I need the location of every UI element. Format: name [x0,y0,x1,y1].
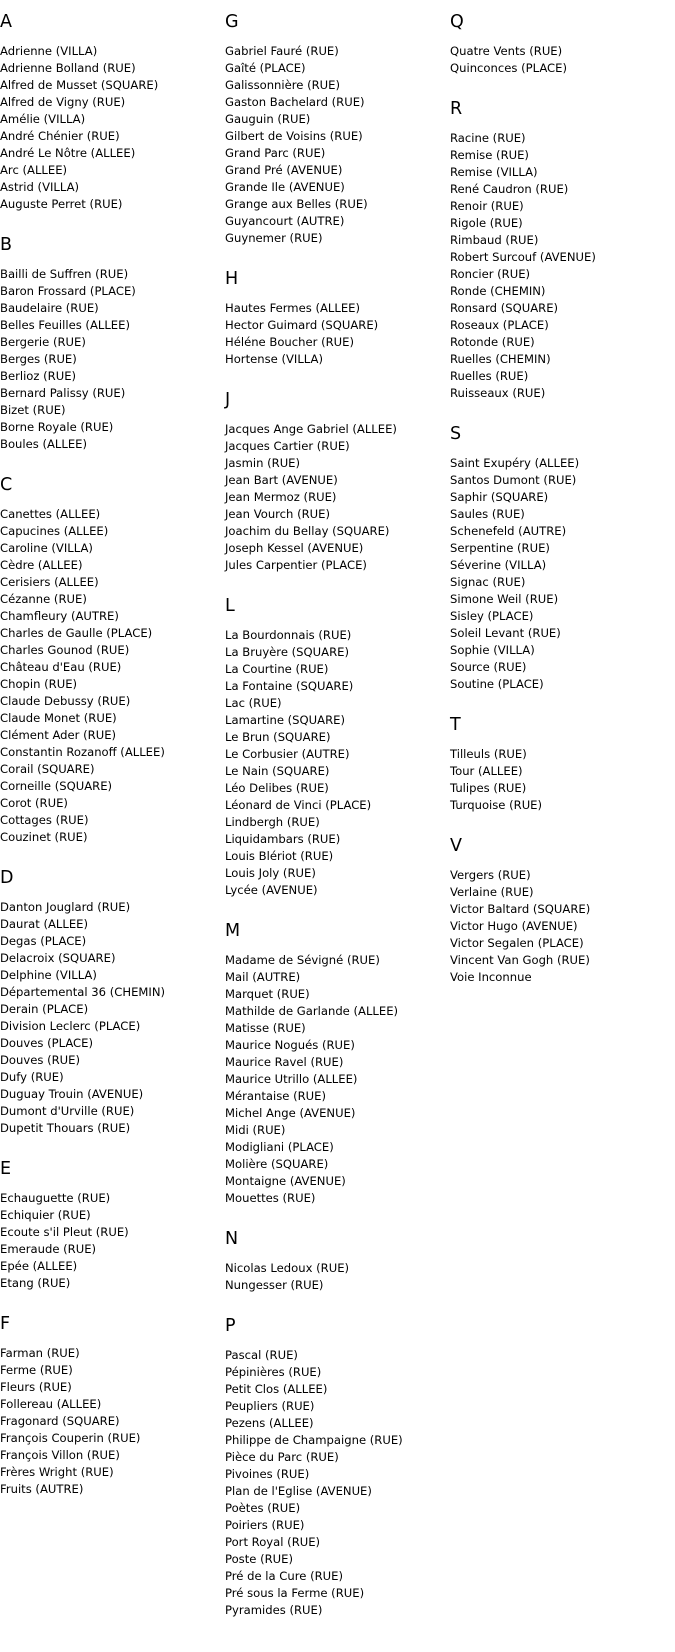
street-link[interactable]: Port Royal (RUE) [225,1535,321,1549]
street-link[interactable]: Derain (PLACE) [0,1002,89,1016]
street-link[interactable]: Constantin Rozanoff (ALLEE) [0,745,165,759]
street-link[interactable]: Départemental 36 (CHEMIN) [0,985,166,999]
section-letter-heading: T [450,715,461,735]
street-link[interactable]: Rotonde (RUE) [450,335,535,349]
street-link[interactable]: Bergerie (RUE) [0,335,86,349]
street-link[interactable]: Molière (SQUARE) [225,1157,329,1171]
section-letter-heading: R [450,99,463,119]
street-link[interactable]: Pyramides (RUE) [225,1603,323,1617]
street-link[interactable]: Emeraude (RUE) [0,1242,97,1256]
street-link[interactable]: Simone Weil (RUE) [450,592,559,606]
street-list [225,43,440,247]
street-link[interactable]: Jacques Ange Gabriel (ALLEE) [225,422,397,436]
street-link[interactable]: La Bourdonnais (RUE) [225,628,352,642]
section-letter-heading: S [450,424,462,444]
street-link[interactable]: Montaigne (AVENUE) [225,1174,346,1188]
street-link[interactable]: Delacroix (SQUARE) [0,951,116,965]
street-link[interactable]: Philippe de Champaigne (RUE) [225,1433,403,1447]
street-link[interactable]: Sophie (VILLA) [450,643,535,657]
section-letter-heading: F [0,1314,11,1334]
section-letter-heading: H [225,269,239,289]
street-link[interactable]: Pré sous la Ferme (RUE) [225,1586,365,1600]
street-link[interactable]: Nicolas Ledoux (RUE) [225,1261,350,1275]
letter-section [450,424,665,693]
street-list [450,455,665,693]
street-link[interactable]: Roseaux (PLACE) [450,318,549,332]
letter-section [0,1314,215,1498]
street-link[interactable]: Baudelaire (RUE) [0,301,99,315]
street-link[interactable]: Hautes Fermes (ALLEE) [225,301,361,315]
street-list [225,952,440,1207]
letter-section [225,596,440,899]
street-link[interactable]: Hector Guimard (SQUARE) [225,318,379,332]
street-link[interactable]: Delphine (VILLA) [0,968,97,982]
street-link[interactable]: Mérantaise (RUE) [225,1089,326,1103]
section-letter-heading: C [0,475,13,495]
street-link[interactable]: Guynemer (RUE) [225,231,323,245]
section-letter-heading: E [0,1159,12,1179]
street-link[interactable]: Alfred de Vigny (RUE) [0,95,126,109]
street-list [0,1190,215,1292]
street-list [450,746,665,814]
street-link[interactable]: Séverine (VILLA) [450,558,547,572]
street-link[interactable]: Pivoines (RUE) [225,1467,310,1481]
street-index-column-2 [225,12,440,1641]
street-link[interactable]: Jean Mermoz (RUE) [225,490,337,504]
street-link[interactable]: Chopin (RUE) [0,677,78,691]
section-letter-heading: M [225,921,241,941]
street-link[interactable]: Grange aux Belles (RUE) [225,197,368,211]
street-link[interactable]: Fragonard (SQUARE) [0,1414,120,1428]
street-link[interactable]: Duguay Trouin (AVENUE) [0,1087,144,1101]
street-link[interactable]: Grande Ile (AVENUE) [225,180,345,194]
street-link[interactable]: Cézanne (RUE) [0,592,87,606]
street-link[interactable]: Poètes (RUE) [225,1501,301,1515]
street-link[interactable]: Ruisseaux (RUE) [450,386,546,400]
street-list [0,43,215,213]
street-link[interactable]: Saules (RUE) [450,507,525,521]
street-link[interactable]: Source (RUE) [450,660,527,674]
street-link[interactable]: Charles de Gaulle (PLACE) [0,626,153,640]
section-letter-heading: P [225,1316,236,1336]
street-link[interactable]: Rimbaud (RUE) [450,233,539,247]
street-link[interactable]: Boules (ALLEE) [0,437,88,451]
street-link[interactable]: Gaston Bachelard (RUE) [225,95,365,109]
street-link[interactable]: Santos Dumont (RUE) [450,473,577,487]
street-link[interactable]: Adrienne Bolland (RUE) [0,61,136,75]
street-list [450,43,665,77]
street-link[interactable]: Remise (VILLA) [450,165,538,179]
street-link[interactable]: Verlaine (RUE) [450,885,534,899]
street-list [450,130,665,402]
street-link[interactable]: Ronde (CHEMIN) [450,284,546,298]
street-link[interactable]: Serpentine (RUE) [450,541,550,555]
street-link[interactable]: Gauguin (RUE) [225,112,311,126]
street-link[interactable]: Victor Baltard (SQUARE) [450,902,591,916]
letter-section [450,715,665,814]
street-link[interactable]: René Caudron (RUE) [450,182,569,196]
street-link[interactable]: Farman (RUE) [0,1346,80,1360]
street-link[interactable]: Madame de Sévigné (RUE) [225,953,380,967]
street-link[interactable]: Poiriers (RUE) [225,1518,305,1532]
street-link[interactable]: Degas (PLACE) [0,934,87,948]
street-link[interactable]: Guyancourt (AUTRE) [225,214,345,228]
street-link[interactable]: Fleurs (RUE) [0,1380,72,1394]
street-link[interactable]: Louis Joly (RUE) [225,866,316,880]
street-link[interactable]: Schenefeld (AUTRE) [450,524,567,538]
street-link[interactable]: Bizet (RUE) [0,403,66,417]
street-link[interactable]: Léo Delibes (RUE) [225,781,329,795]
street-link[interactable]: Ferme (RUE) [0,1363,73,1377]
street-link[interactable]: Midi (RUE) [225,1123,286,1137]
street-link[interactable]: Marquet (RUE) [225,987,310,1001]
street-list [0,1345,215,1498]
street-link[interactable]: Renoir (RUE) [450,199,524,213]
street-link[interactable]: Le Corbusier (AUTRE) [225,747,350,761]
street-link[interactable]: Le Brun (SQUARE) [225,730,331,744]
street-link[interactable]: Charles Gounod (RUE) [0,643,130,657]
street-link[interactable]: Douves (RUE) [0,1053,81,1067]
letter-section [225,12,440,247]
street-link[interactable]: Echauguette (RUE) [0,1191,111,1205]
street-link[interactable]: Etang (RUE) [0,1276,71,1290]
street-link[interactable]: Epée (ALLEE) [0,1259,78,1273]
street-link[interactable]: Gilbert de Voisins (RUE) [225,129,363,143]
street-link[interactable]: Douves (PLACE) [0,1036,93,1050]
letter-section [225,1229,440,1294]
street-link[interactable]: Vincent Van Gogh (RUE) [450,953,590,967]
street-link[interactable]: Corot (RUE) [0,796,68,810]
street-link[interactable]: Joachim du Bellay (SQUARE) [225,524,390,538]
street-link[interactable]: Le Nain (SQUARE) [225,764,330,778]
street-link[interactable]: Echiquier (RUE) [0,1208,91,1222]
street-link[interactable]: Hortense (VILLA) [225,352,323,366]
letter-section [0,475,215,846]
street-index-column-1 [0,12,215,1520]
street-link[interactable]: Jacques Cartier (RUE) [225,439,350,453]
letter-section [0,12,215,213]
street-link[interactable]: Cerisiers (ALLEE) [0,575,99,589]
street-list [225,421,440,574]
street-link[interactable]: Vergers (RUE) [450,868,531,882]
street-link[interactable]: Fruits (AUTRE) [0,1482,84,1496]
street-list [0,506,215,846]
street-link[interactable]: Victor Hugo (AVENUE) [450,919,578,933]
street-link[interactable]: Mail (AUTRE) [225,970,301,984]
section-letter-heading: V [450,836,462,856]
street-link[interactable]: Joseph Kessel (AVENUE) [225,541,364,555]
letter-section [225,921,440,1207]
street-link[interactable]: François Villon (RUE) [0,1448,120,1462]
street-link[interactable]: Arc (ALLEE) [0,163,68,177]
street-index-column-3 [450,12,665,1008]
letter-section [225,269,440,368]
street-link[interactable]: Danton Jouglard (RUE) [0,900,131,914]
letter-section [450,836,665,986]
street-link[interactable]: Couzinet (RUE) [0,830,88,844]
street-link[interactable]: Corneille (SQUARE) [0,779,113,793]
street-link[interactable]: Chamfleury (AUTRE) [0,609,119,623]
street-link[interactable]: Galissonnière (RUE) [225,78,340,92]
street-link[interactable]: Léonard de Vinci (PLACE) [225,798,372,812]
street-link[interactable]: Belles Feuilles (ALLEE) [0,318,130,332]
street-link[interactable]: Sisley (PLACE) [450,609,534,623]
street-link[interactable]: Mouettes (RUE) [225,1191,316,1205]
street-list [225,1260,440,1294]
street-link[interactable]: Capucines (ALLEE) [0,524,109,538]
street-link[interactable]: Plan de l'Eglise (AVENUE) [225,1484,372,1498]
street-link[interactable]: Robert Surcouf (AVENUE) [450,250,596,264]
street-link[interactable]: Turquoise (RUE) [450,798,543,812]
section-letter-heading: Q [450,12,464,32]
street-link[interactable]: Jean Bart (AVENUE) [225,473,338,487]
street-link[interactable]: Jean Vourch (RUE) [225,507,330,521]
street-link[interactable]: Peupliers (RUE) [225,1399,315,1413]
street-link[interactable]: Cottages (RUE) [0,813,89,827]
letter-section [225,390,440,574]
street-link[interactable]: Claude Monet (RUE) [0,711,117,725]
street-link[interactable]: Gabriel Fauré (RUE) [225,44,339,58]
street-link[interactable]: Soutine (PLACE) [450,677,544,691]
street-link[interactable]: Dupetit Thouars (RUE) [0,1121,131,1135]
street-link[interactable]: La Bruyère (SQUARE) [225,645,349,659]
street-link[interactable]: Michel Ange (AVENUE) [225,1106,356,1120]
street-link[interactable]: Soleil Levant (RUE) [450,626,561,640]
street-link[interactable]: Pièce du Parc (RUE) [225,1450,339,1464]
street-link[interactable]: Louis Blériot (RUE) [225,849,334,863]
street-link[interactable]: Maurice Nogués (RUE) [225,1038,355,1052]
letter-section [225,1316,440,1619]
street-link[interactable]: Canettes (ALLEE) [0,507,101,521]
street-link[interactable]: Baron Frossard (PLACE) [0,284,136,298]
street-link[interactable]: Amélie (VILLA) [0,112,86,126]
street-link[interactable]: Grand Pré (AVENUE) [225,163,343,177]
street-link[interactable]: Frères Wright (RUE) [0,1465,114,1479]
letter-section [0,1159,215,1292]
street-link[interactable]: Jules Carpentier (PLACE) [225,558,367,572]
letter-section [0,868,215,1137]
street-link[interactable]: Jasmin (RUE) [225,456,301,470]
street-link[interactable]: Tulipes (RUE) [450,781,527,795]
street-link[interactable]: Caroline (VILLA) [0,541,93,555]
street-link[interactable]: Liquidambars (RUE) [225,832,341,846]
street-link[interactable]: Tilleuls (RUE) [450,747,527,761]
street-link[interactable]: Maurice Utrillo (ALLEE) [225,1072,358,1086]
street-link[interactable]: Bailli de Suffren (RUE) [0,267,129,281]
street-link[interactable]: Adrienne (VILLA) [0,44,98,58]
street-link[interactable]: Bernard Palissy (RUE) [0,386,126,400]
street-link[interactable]: La Fontaine (SQUARE) [225,679,354,693]
street-link[interactable]: Ronsard (SQUARE) [450,301,559,315]
street-link[interactable]: Lindbergh (RUE) [225,815,320,829]
street-link[interactable]: Roncier (RUE) [450,267,531,281]
street-link[interactable]: Berlioz (RUE) [0,369,77,383]
street-link[interactable]: Victor Segalen (PLACE) [450,936,584,950]
street-link[interactable]: Pascal (RUE) [225,1348,298,1362]
street-list [0,899,215,1137]
street-link[interactable]: Ecoute s'il Pleut (RUE) [0,1225,129,1239]
street-link[interactable]: Quatre Vents (RUE) [450,44,563,58]
letter-section [450,12,665,77]
street-link[interactable]: Poste (RUE) [225,1552,293,1566]
street-link[interactable]: Cèdre (ALLEE) [0,558,83,572]
street-link[interactable]: Voie Inconnue [450,970,532,984]
street-link[interactable]: François Couperin (RUE) [0,1431,141,1445]
street-link[interactable]: Tour (ALLEE) [450,764,523,778]
street-link[interactable]: Dufy (RUE) [0,1070,64,1084]
street-link[interactable]: Daurat (ALLEE) [0,917,89,931]
street-list [225,1347,440,1619]
street-link[interactable]: Héléne Boucher (RUE) [225,335,354,349]
section-letter-heading: D [0,868,14,888]
street-link[interactable]: Mathilde de Garlande (ALLEE) [225,1004,399,1018]
street-link[interactable]: Château d'Eau (RUE) [0,660,122,674]
street-link[interactable]: Berges (RUE) [0,352,77,366]
street-link[interactable]: Racine (RUE) [450,131,526,145]
street-link[interactable]: Ruelles (RUE) [450,369,529,383]
street-link[interactable]: Division Leclerc (PLACE) [0,1019,141,1033]
street-link[interactable]: Lac (RUE) [225,696,282,710]
section-letter-heading: B [0,235,13,255]
street-list [225,627,440,899]
section-letter-heading: N [225,1229,239,1249]
street-link[interactable]: André Le Nôtre (ALLEE) [0,146,136,160]
street-link[interactable]: Alfred de Musset (SQUARE) [0,78,159,92]
street-link[interactable]: Dumont d'Urville (RUE) [0,1104,135,1118]
street-link[interactable]: Claude Debussy (RUE) [0,694,131,708]
street-link[interactable]: Follereau (ALLEE) [0,1397,102,1411]
section-letter-heading: J [225,390,231,410]
section-letter-heading: A [0,12,12,32]
street-link[interactable]: Lycée (AVENUE) [225,883,318,897]
section-letter-heading: G [225,12,239,32]
street-link[interactable]: Nungesser (RUE) [225,1278,324,1292]
street-link[interactable]: Clément Ader (RUE) [0,728,117,742]
street-link[interactable]: Lamartine (SQUARE) [225,713,345,727]
street-link[interactable]: Rigole (RUE) [450,216,523,230]
section-letter-heading: L [225,596,235,616]
street-link[interactable]: Remise (RUE) [450,148,529,162]
street-link[interactable]: Signac (RUE) [450,575,526,589]
street-link[interactable]: Pré de la Cure (RUE) [225,1569,343,1583]
street-link[interactable]: Matisse (RUE) [225,1021,306,1035]
street-link[interactable]: Saphir (SQUARE) [450,490,549,504]
street-link[interactable]: André Chénier (RUE) [0,129,120,143]
street-link[interactable]: Gaîté (PLACE) [225,61,306,75]
letter-section [450,99,665,402]
street-link[interactable]: La Courtine (RUE) [225,662,329,676]
street-link[interactable]: Grand Parc (RUE) [225,146,326,160]
street-link[interactable]: Corail (SQUARE) [0,762,95,776]
street-link[interactable]: Astrid (VILLA) [0,180,80,194]
street-list [450,867,665,986]
street-link[interactable]: Auguste Perret (RUE) [0,197,123,211]
street-link[interactable]: Borne Royale (RUE) [0,420,114,434]
street-link[interactable]: Quinconces (PLACE) [450,61,568,75]
street-link[interactable]: Pépinières (RUE) [225,1365,322,1379]
letter-section [0,235,215,453]
street-link[interactable]: Pezens (ALLEE) [225,1416,314,1430]
street-link[interactable]: Ruelles (CHEMIN) [450,352,551,366]
street-list [225,300,440,368]
street-link[interactable]: Modigliani (PLACE) [225,1140,334,1154]
street-link[interactable]: Maurice Ravel (RUE) [225,1055,344,1069]
street-link[interactable]: Petit Clos (ALLEE) [225,1382,328,1396]
street-link[interactable]: Saint Exupéry (ALLEE) [450,456,580,470]
street-list [0,266,215,453]
